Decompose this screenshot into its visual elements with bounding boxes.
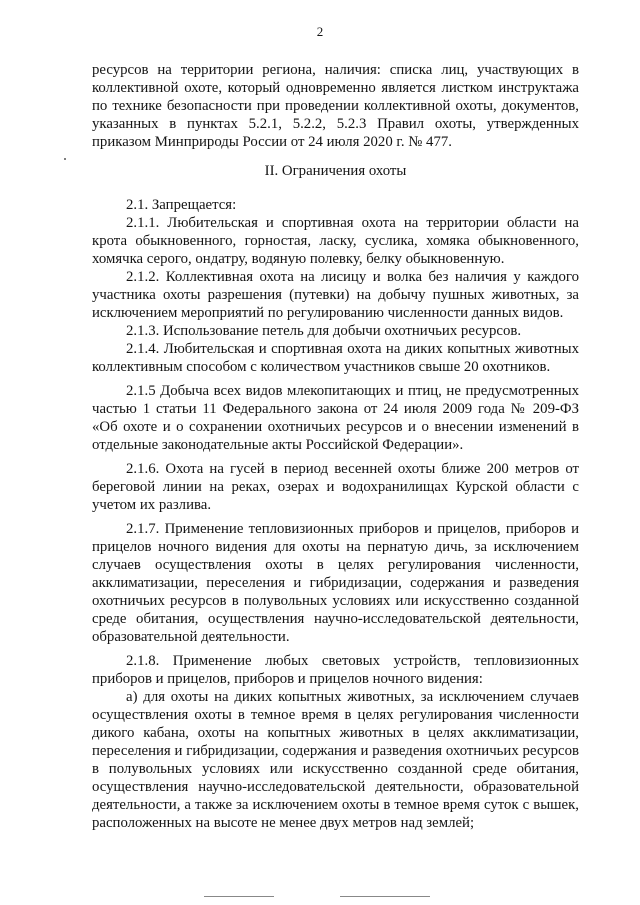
clause-2-1-7: 2.1.7. Применение тепловизионных приборов и прицелов, приборов и прицелов ночного видения для охоты на пернатую дичь, за исключением случаев осуществления охоты в целях регулирования численности, акклиматизации, переселения и гибридизации, содержания и разведения охотничьих ресурсов в полувольных условиях или искусственно созданной среде обитания, осуществления научно-исследовательской деятельности, образовательной деятельности.: [92, 521, 579, 645]
section-heading: II. Ограничения охоты: [264, 163, 407, 179]
clause-2-1-8: 2.1.8. Применение любых световых устройств, тепловизионных приборов и прицелов, приборов и прицелов ночного видения:: [92, 653, 579, 687]
scan-speck: [64, 158, 66, 160]
clause-2-1: 2.1. Запрещается:: [126, 197, 237, 213]
scan-mark: [340, 896, 430, 897]
document-body: [92, 61, 579, 832]
clause-2-1-2: 2.1.2. Коллективная охота на лисицу и волка без наличия у каждого участника охоты разрешения (путевки) на добычу пушных животных, за исключением мероприятий по регулированию численности данных видов.: [92, 269, 579, 321]
clause-2-1-1: 2.1.1. Любительская и спортивная охота на территории области на крота обыкновенного, горностая, ласку, суслика, хомяка обыкновенного, хомячка серого, ондатру, водяную полевку, белку обыкновенную.: [92, 215, 579, 267]
clause-2-1-8-a: а) для охоты на диких копытных животных, за исключением случаев осуществления охоты в темное время в целях регулирования численности дикого кабана, охоты на копытных животных в целях акклиматизации, переселения и гибридизации, содержания и разведения охотничьих ресурсов в полувольных условиях или искусственно созданной среде обитания, осуществления научно-исследовательской деятельности, образовательной деятельности, а также за исключением охоты в темное время суток с вышек, расположенных на высоте не менее двух метров над землей;: [92, 689, 579, 831]
clause-2-1-4: 2.1.4. Любительская и спортивная охота на диких копытных животных коллективным способом с количеством участников свыше 20 охотников.: [92, 341, 579, 375]
clause-2-1-5: 2.1.5 Добыча всех видов млекопитающих и птиц, не предусмотренных частью 1 статьи 11 Федерального закона от 24 июля 2009 года № 209-ФЗ «Об охоте и о сохранении охотничьих ресурсов и о внесении изменений в отдельные законодательные акты Российской Федерации».: [92, 383, 579, 453]
paragraph-continuation: ресурсов на территории региона, наличия: списка лиц, участвующих в коллективной охоте, который одновременно является листком инструктажа по технике безопасности при проведении коллективной охоты, документов, указанных в пунктах 5.2.1, 5.2.2, 5.2.3 Правил охоты, утвержденных приказом Минприроды России от 24 июля 2020 г. № 477.: [92, 62, 579, 150]
clause-2-1-6: 2.1.6. Охота на гусей в период весенней охоты ближе 200 метров от береговой линии на реках, озерах и водохранилищах Курской области с учетом их разлива.: [92, 461, 579, 513]
clause-2-1-3: 2.1.3. Использование петель для добычи охотничьих ресурсов.: [126, 323, 522, 339]
scan-mark: [204, 896, 274, 897]
page-number: 2: [316, 24, 324, 39]
